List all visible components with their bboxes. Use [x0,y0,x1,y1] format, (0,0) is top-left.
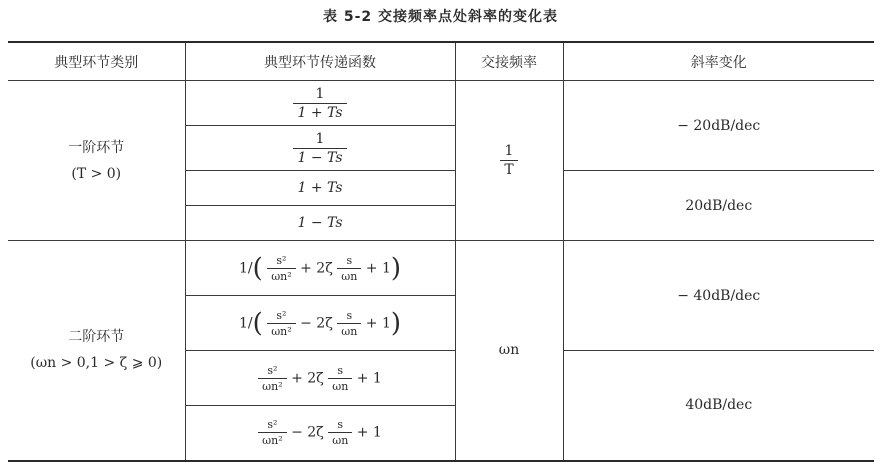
fraction: $\frac{s}{\omega n}$ [337,310,361,337]
slope-change-table [8,41,874,462]
second-order-frequency: ωn [455,241,563,461]
fraction: $\frac{s}{\omega n}$ [328,419,352,446]
fraction: $\frac{\text{s²}}{\text{ωn²}}$ [258,365,286,392]
fraction: $\frac{1}{T}$ [500,144,517,177]
tf-cell [185,126,455,171]
header-transfer-function: 典型环节传递函数 [185,42,455,81]
second-order-condition: (ωn > 0,1 > ζ ⩾ 0) [30,355,163,372]
fraction: $\frac{\text{s²}}{\text{ωn²}}$ [267,310,295,337]
table-row [8,81,874,126]
fraction: $\frac{\text{s²}}{\text{ωn²}}$ [267,255,295,282]
tf-cell: 1 − Ts [185,206,455,241]
fraction: $\frac{\text{s²}}{\text{ωn²}}$ [258,419,286,446]
header-corner-frequency: 交接频率 [455,42,563,81]
slope-cell: − 40dB/dec [563,241,874,351]
header-row [8,42,874,81]
tf-cell: 1/( $\frac{\text{s²}}{\text{ωn²}}$ + 2ζ $\frac{s}{\omega n}$ + 1) [185,241,455,296]
second-order-name: 二阶环节 [68,329,125,346]
table-caption: 表 5-2 交接频率点处斜率的变化表 [322,9,559,25]
header-type: 典型环节类别 [8,42,185,81]
header-slope-change: 斜率变化 [563,42,874,81]
table-row [8,241,874,296]
first-order-label [8,81,185,241]
tf-cell [185,81,455,126]
slope-cell: 40dB/dec [563,351,874,461]
fraction: $\frac{s}{\omega n}$ [328,365,352,392]
slope-cell: − 20dB/dec [563,81,874,171]
fraction: $\frac{s}{\omega n}$ [337,255,361,282]
first-order-name: 一阶环节 [68,139,125,156]
tf-cell: $\frac{\text{s²}}{\text{ωn²}}$ − 2ζ $\frac{s}{\omega n}$ + 1 [185,406,455,461]
tf-cell: $\frac{\text{s²}}{\text{ωn²}}$ + 2ζ $\frac{s}{\omega n}$ + 1 [185,351,455,406]
second-order-label [8,241,185,461]
fraction: $\frac{1}{1 - Ts}$ [293,132,346,165]
fraction: $\frac{1}{1 + Ts}$ [293,87,346,120]
tf-cell: 1 + Ts [185,171,455,206]
tf-cell: 1/( $\frac{\text{s²}}{\text{ωn²}}$ − 2ζ $\frac{s}{\omega n}$ + 1) [185,296,455,351]
slope-cell: 20dB/dec [563,171,874,241]
first-order-condition: (T > 0) [71,165,122,182]
first-order-frequency [455,81,563,241]
